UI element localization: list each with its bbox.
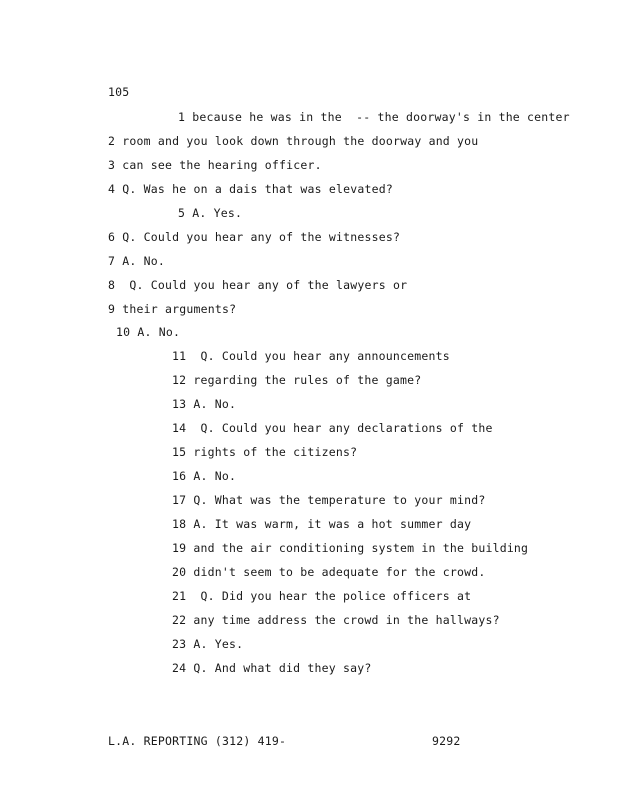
page-number: 105	[108, 85, 130, 99]
line-text: Q. Did you hear the police officers at	[193, 589, 472, 603]
line-text: Q. Could you hear any announcements	[193, 349, 450, 363]
transcript-line	[172, 661, 371, 675]
transcript-line	[172, 349, 450, 363]
line-text: because he was in the -- the doorway's in the center	[192, 110, 570, 124]
line-text: A. It was warm, it was a hot summer day	[193, 517, 472, 531]
transcript-line	[172, 637, 243, 651]
transcript-line	[178, 206, 242, 220]
line-text: A. Yes.	[193, 637, 244, 651]
line-number: 17	[172, 493, 187, 507]
line-number: 2	[108, 134, 116, 148]
line-number: 24	[172, 661, 187, 675]
transcript-line	[172, 541, 528, 555]
line-number: 9	[108, 302, 116, 316]
line-text: Q. Was he on a dais that was elevated?	[122, 182, 393, 196]
line-text: Q. And what did they say?	[193, 661, 372, 675]
transcript-line	[108, 302, 236, 316]
transcript-line	[172, 469, 236, 483]
transcript-line	[172, 445, 357, 459]
line-number: 12	[172, 373, 187, 387]
footer-reporter: L.A. REPORTING (312) 419-	[108, 734, 287, 748]
transcript-line	[108, 134, 478, 148]
transcript-line	[172, 613, 500, 627]
line-number: 10	[116, 325, 131, 339]
line-text: rights of the citizens?	[193, 445, 358, 459]
line-text: any time address the crowd in the hallways?	[193, 613, 500, 627]
transcript-line	[108, 182, 393, 196]
line-text: Q. What was the temperature to your mind?	[193, 493, 486, 507]
line-number: 14	[172, 421, 187, 435]
line-number: 19	[172, 541, 187, 555]
line-text: A. No.	[193, 469, 237, 483]
line-text: A. No.	[122, 254, 165, 268]
transcript-line	[172, 373, 421, 387]
footer-phone-suffix: 9292	[432, 734, 461, 748]
line-number: 13	[172, 397, 187, 411]
transcript-line	[108, 230, 400, 244]
line-number: 22	[172, 613, 187, 627]
transcript-line	[108, 158, 322, 172]
line-text: Q. Could you hear any of the lawyers or	[122, 278, 408, 292]
transcript-line	[172, 517, 471, 531]
line-number: 5	[178, 206, 186, 220]
line-number: 18	[172, 517, 187, 531]
transcript-line	[172, 589, 471, 603]
line-number: 4	[108, 182, 116, 196]
line-number: 23	[172, 637, 187, 651]
line-number: 7	[108, 254, 116, 268]
transcript-line	[172, 565, 485, 579]
line-number: 6	[108, 230, 116, 244]
line-text: didn't seem to be adequate for the crowd.	[193, 565, 486, 579]
line-number: 16	[172, 469, 187, 483]
line-text: regarding the rules of the game?	[193, 373, 422, 387]
line-number: 20	[172, 565, 187, 579]
transcript-line	[172, 493, 485, 507]
line-text: A. No.	[137, 325, 181, 339]
line-text: A. Yes.	[192, 206, 243, 220]
transcript-line	[172, 421, 493, 435]
line-text: Q. Could you hear any of the witnesses?	[122, 230, 401, 244]
line-number: 8	[108, 278, 116, 292]
transcript-line	[116, 325, 180, 339]
line-text: can see the hearing officer.	[122, 158, 322, 172]
line-text: Q. Could you hear any declarations of the	[193, 421, 493, 435]
line-text: room and you look down through the doorway and you	[122, 134, 479, 148]
transcript-line	[108, 254, 165, 268]
line-text: and the air conditioning system in the building	[193, 541, 529, 555]
line-number: 1	[178, 110, 186, 124]
line-text: A. No.	[193, 397, 237, 411]
line-number: 3	[108, 158, 116, 172]
transcript-line	[178, 110, 570, 124]
line-number: 11	[172, 349, 187, 363]
transcript-line	[108, 278, 407, 292]
line-number: 15	[172, 445, 187, 459]
transcript-line	[172, 397, 236, 411]
line-text: their arguments?	[122, 302, 237, 316]
line-number: 21	[172, 589, 187, 603]
